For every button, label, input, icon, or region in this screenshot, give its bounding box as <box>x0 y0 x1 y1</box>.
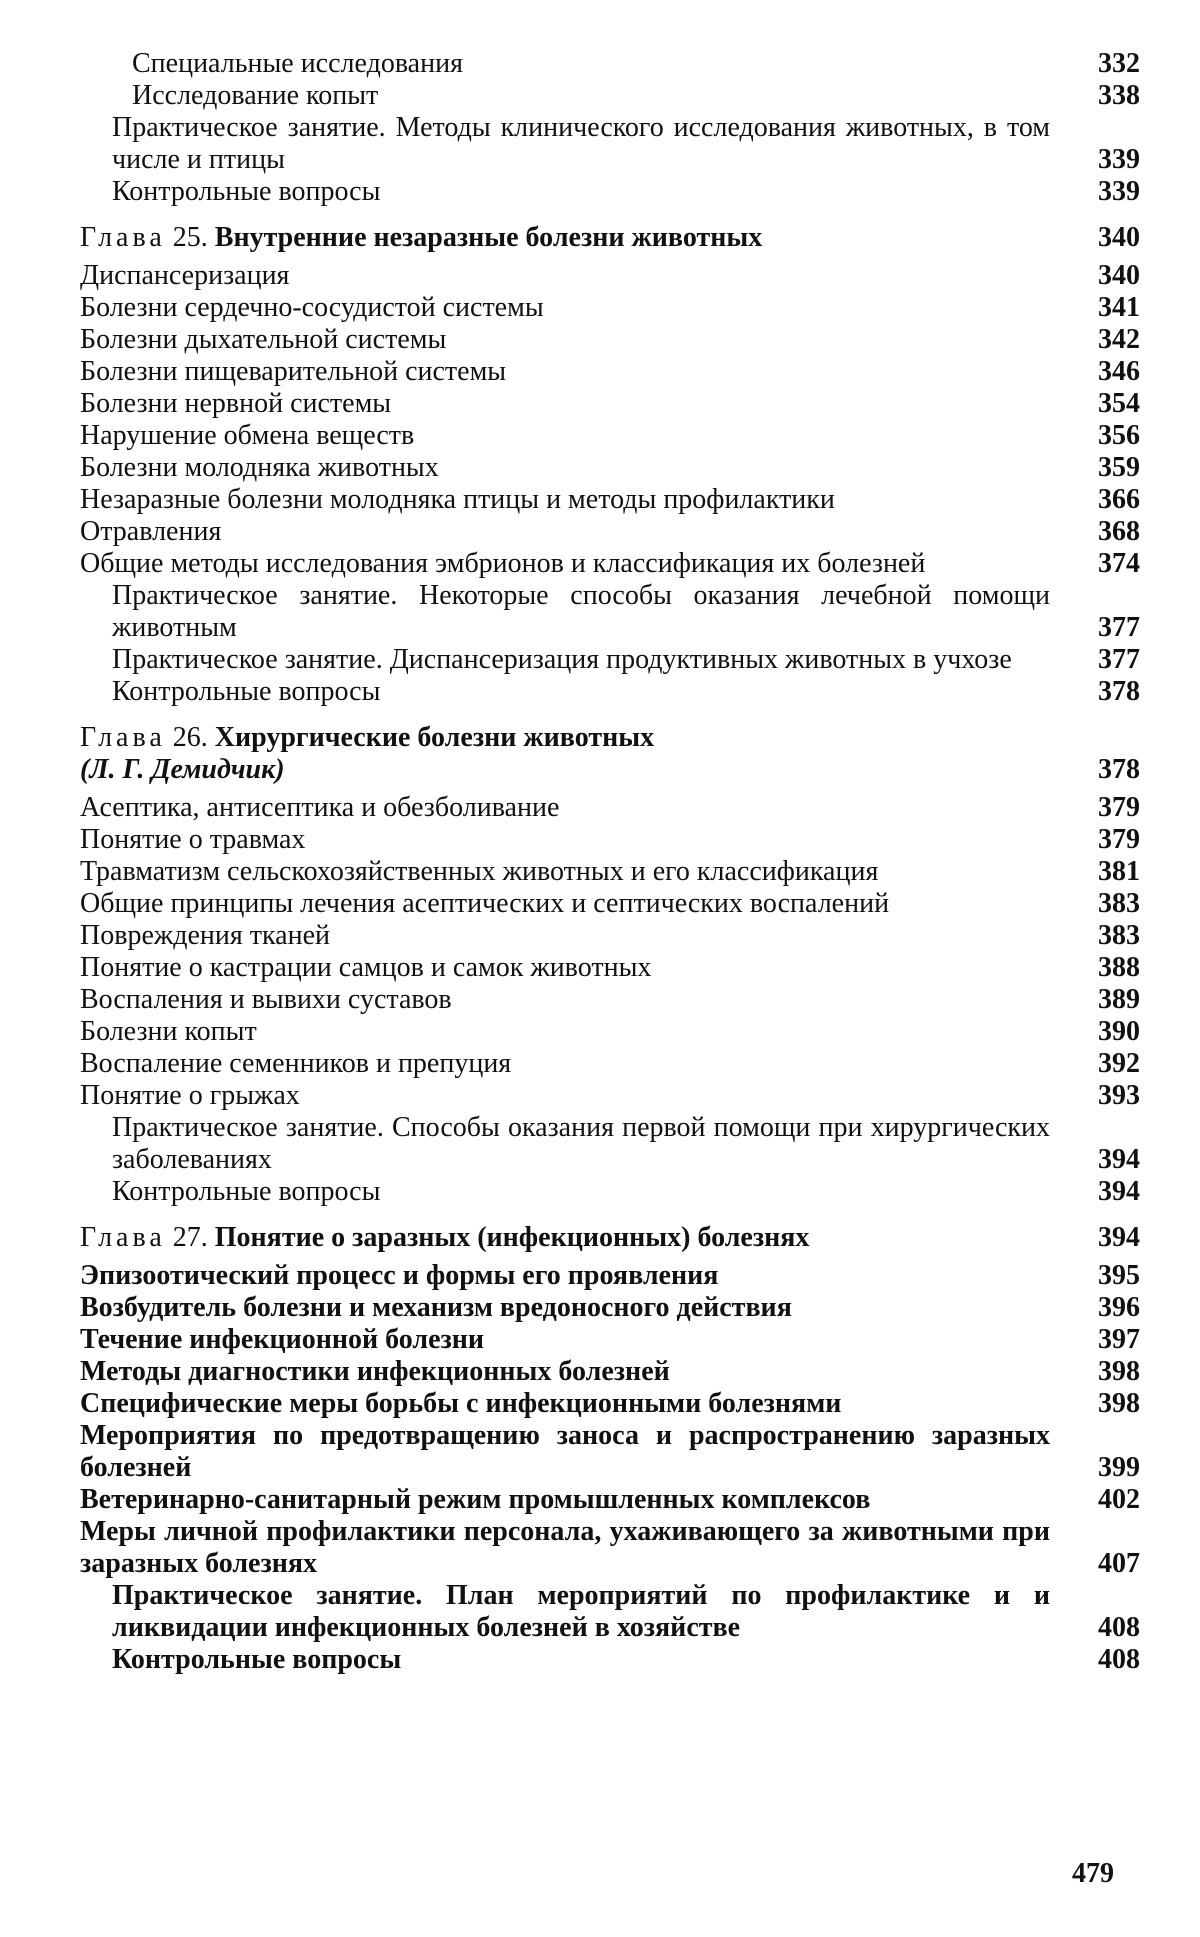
toc-entry <box>80 292 1140 324</box>
toc-entry <box>80 856 1140 888</box>
toc-entry <box>80 952 1140 984</box>
toc-entry <box>80 1260 1140 1292</box>
toc-entry-title: Эпизоотический процесс и формы его проявления <box>80 1260 719 1291</box>
toc-entry <box>80 1420 1140 1484</box>
toc-page-number: 346 <box>1098 356 1140 387</box>
toc-page-number: 332 <box>1098 48 1140 79</box>
toc-entry-title: Травматизм сельскохозяйственных животных и его классификация <box>80 856 879 887</box>
toc-page-number: 398 <box>1098 1388 1140 1419</box>
toc-chapter-heading <box>80 722 1140 786</box>
toc-entry <box>80 1016 1140 1048</box>
toc-entry <box>80 548 1140 580</box>
toc-entry-title: Ветеринарно-санитарный режим промышленных комплексов <box>80 1484 871 1515</box>
toc-page-number: 408 <box>1098 1644 1140 1675</box>
chapter-number: 26. <box>172 722 208 753</box>
toc-entry <box>80 644 1140 676</box>
toc-entry <box>80 1580 1140 1644</box>
toc-entry-title: Практическое занятие. План мероприятий по профилактике и и ликвидации инфекционных болезней в хозяйстве <box>112 1580 1050 1643</box>
chapter-label: Глава <box>80 722 166 753</box>
toc-page-number: 396 <box>1098 1292 1140 1323</box>
toc-entry-title: Асептика, антисептика и обезболивание <box>80 792 560 823</box>
toc-page-number: 339 <box>1098 144 1140 175</box>
table-of-contents <box>80 48 1140 1676</box>
toc-entry <box>80 1048 1140 1080</box>
toc-entry-title: Течение инфекционной болезни <box>80 1324 485 1355</box>
toc-entry-title: Болезни молодняка животных <box>80 452 439 483</box>
page-number: 479 <box>1072 1858 1114 1889</box>
toc-page-number: 359 <box>1098 452 1140 483</box>
chapter-number: 25. <box>172 222 208 253</box>
toc-entry <box>80 1292 1140 1324</box>
toc-page-number: 366 <box>1098 484 1140 515</box>
toc-entry <box>80 984 1140 1016</box>
toc-page-number: 340 <box>1098 260 1140 291</box>
toc-page-number: 393 <box>1098 1080 1140 1111</box>
toc-page-number: 392 <box>1098 1048 1140 1079</box>
toc-entry-title: Исследование копыт <box>132 80 379 111</box>
toc-page-number: 342 <box>1098 324 1140 355</box>
chapter-title: Внутренние незаразные болезни животных <box>214 222 763 253</box>
toc-entry-title: Понятие о кастрации самцов и самок животных <box>80 952 652 983</box>
toc-page-number: 338 <box>1098 80 1140 111</box>
toc-page-number: 399 <box>1098 1452 1140 1483</box>
chapter-author: (Л. Г. Демидчик) <box>80 754 285 785</box>
toc-entry-title: Специальные исследования <box>132 48 463 79</box>
toc-page-number: 379 <box>1098 792 1140 823</box>
toc-entry <box>80 48 1140 80</box>
toc-entry <box>80 1176 1140 1208</box>
toc-page-number: 383 <box>1098 888 1140 919</box>
toc-entry <box>80 176 1140 208</box>
toc-entry-title: Болезни пищеварительной системы <box>80 356 507 387</box>
toc-page-number: 397 <box>1098 1324 1140 1355</box>
toc-entry <box>80 1388 1140 1420</box>
toc-page-number: 378 <box>1098 754 1140 785</box>
toc-entry <box>80 888 1140 920</box>
toc-entry-title: Практическое занятие. Диспансеризация продуктивных животных в учхозе <box>112 644 1012 675</box>
toc-entry-title: Практическое занятие. Некоторые способы оказания лечебной помощи животным <box>112 580 1050 643</box>
toc-entry-title: Болезни сердечно-сосудистой системы <box>80 292 544 323</box>
toc-entry-title: Практическое занятие. Способы оказания первой помощи при хирургических заболеваниях <box>112 1112 1050 1175</box>
chapter-label: Глава <box>80 222 166 253</box>
toc-entry <box>80 452 1140 484</box>
toc-entry <box>80 1644 1140 1676</box>
toc-entry-title: Мероприятия по предотвращению заноса и распространению заразных болезней <box>80 1420 1050 1483</box>
toc-page-number: 398 <box>1098 1356 1140 1387</box>
toc-entry <box>80 580 1140 644</box>
toc-page-number: 402 <box>1098 1484 1140 1515</box>
chapter-label: Глава <box>80 1222 166 1253</box>
toc-chapter-heading <box>80 222 1140 254</box>
toc-entry-title: Специфические меры борьбы с инфекционными болезнями <box>80 1388 842 1419</box>
toc-entry <box>80 112 1140 176</box>
toc-entry <box>80 792 1140 824</box>
toc-entry-title: Воспаление семенников и препуция <box>80 1048 512 1079</box>
toc-page-number: 407 <box>1098 1548 1140 1579</box>
toc-entry <box>80 676 1140 708</box>
toc-page-number: 388 <box>1098 952 1140 983</box>
toc-entry <box>80 1484 1140 1516</box>
toc-entry-title: Понятие о травмах <box>80 824 306 855</box>
toc-entry-title: Контрольные вопросы <box>112 676 381 707</box>
toc-page-number: 368 <box>1098 516 1140 547</box>
toc-entry-title: Повреждения тканей <box>80 920 330 951</box>
toc-entry-title: Незаразные болезни молодняка птицы и методы профилактики <box>80 484 835 515</box>
toc-entry <box>80 324 1140 356</box>
chapter-title: Хирургические болезни животных <box>214 722 655 753</box>
toc-entry-title: Болезни копыт <box>80 1016 257 1047</box>
toc-entry <box>80 388 1140 420</box>
toc-page-number: 390 <box>1098 1016 1140 1047</box>
toc-entry <box>80 260 1140 292</box>
toc-page-number: 377 <box>1098 612 1140 643</box>
toc-entry-title: Нарушение обмена веществ <box>80 420 415 451</box>
toc-entry <box>80 356 1140 388</box>
toc-page-number: 354 <box>1098 388 1140 419</box>
toc-entry <box>80 80 1140 112</box>
toc-page-number: 340 <box>1098 222 1140 253</box>
toc-page-number: 379 <box>1098 824 1140 855</box>
chapter-title: Понятие о заразных (инфекционных) болезнях <box>214 1222 810 1253</box>
toc-entry-title: Понятие о грыжах <box>80 1080 300 1111</box>
toc-entry-title: Возбудитель болезни и механизм вредоносного действия <box>80 1292 792 1323</box>
toc-entry-title: Общие методы исследования эмбрионов и классификация их болезней <box>80 548 926 579</box>
toc-page-number: 389 <box>1098 984 1140 1015</box>
toc-entry-title: Воспаления и вывихи суставов <box>80 984 452 1015</box>
toc-page-number: 394 <box>1098 1144 1140 1175</box>
toc-entry-title: Контрольные вопросы <box>112 1644 402 1675</box>
toc-entry <box>80 824 1140 856</box>
toc-page-number: 394 <box>1098 1176 1140 1207</box>
toc-entry <box>80 1080 1140 1112</box>
toc-entry <box>80 516 1140 548</box>
toc-entry-title: Болезни дыхательной системы <box>80 324 447 355</box>
toc-page-number: 356 <box>1098 420 1140 451</box>
toc-entry-title: Отравления <box>80 516 222 547</box>
toc-entry <box>80 920 1140 952</box>
toc-entry-title: Практическое занятие. Методы клинического исследования животных, в том числе и птицы <box>112 112 1050 175</box>
toc-entry-title: Болезни нервной системы <box>80 388 392 419</box>
toc-entry-title: Общие принципы лечения асептических и септических воспалений <box>80 888 890 919</box>
toc-page-number: 339 <box>1098 176 1140 207</box>
toc-page-number: 377 <box>1098 644 1140 675</box>
toc-chapter-heading <box>80 1222 1140 1254</box>
toc-entry <box>80 1324 1140 1356</box>
toc-page-number: 378 <box>1098 676 1140 707</box>
toc-entry <box>80 1516 1140 1580</box>
toc-entry-title: Диспансеризация <box>80 260 290 291</box>
toc-page-number: 381 <box>1098 856 1140 887</box>
toc-entry-title: Контрольные вопросы <box>112 1176 381 1207</box>
toc-entry <box>80 420 1140 452</box>
toc-entry-title: Контрольные вопросы <box>112 176 381 207</box>
toc-entry-title: Методы диагностики инфекционных болезней <box>80 1356 670 1387</box>
toc-page-number: 395 <box>1098 1260 1140 1291</box>
toc-page-number: 408 <box>1098 1612 1140 1643</box>
toc-entry <box>80 484 1140 516</box>
toc-page-number: 394 <box>1098 1222 1140 1253</box>
toc-page-number: 383 <box>1098 920 1140 951</box>
toc-entry-title: Меры личной профилактики персонала, ухаживающего за животными при заразных болезнях <box>80 1516 1050 1579</box>
toc-page-number: 374 <box>1098 548 1140 579</box>
chapter-number: 27. <box>172 1222 208 1253</box>
toc-page-number: 341 <box>1098 292 1140 323</box>
toc-entry <box>80 1112 1140 1176</box>
toc-entry <box>80 1356 1140 1388</box>
